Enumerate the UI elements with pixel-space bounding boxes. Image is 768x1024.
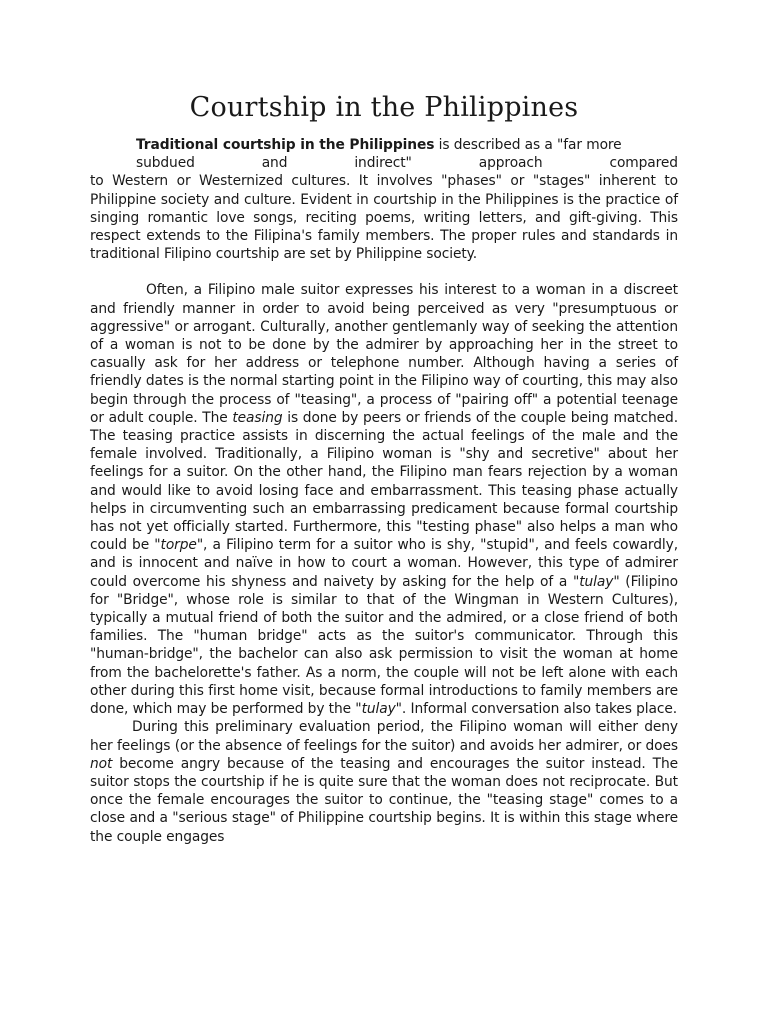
lead-bold: Traditional courtship in the Philippines xyxy=(136,137,435,153)
page-title: Courtship in the Philippines xyxy=(189,92,579,123)
paragraph-2: Often, a Filipino male suitor expresses his interest to a woman in a discreet and friendly manner in order to avoid being perceived as very "presumptuous or aggressive" or arrogant. Culturally, another gentlemanly way of seeking the attention of a woman is not to be done by the admirer by approaching her in the street to casually ask for her address or telephone number. Although having a series of friendly dates is the normal starting point in the Filipino way of courting, this may also begin through the process of "teasing", a process of "pairing off" a potential teenage or adult couple. The teasing is done by peers or friends of the couple being matched. The teasing practice assists in discerning the actual feelings of the male and the female involved. Traditionally, a Filipino woman is "shy and secretive" about her feelings for a suitor. On the other hand, the Filipino man fears rejection by a woman and would like to avoid losing face and embarrassment. This teasing phase actually helps in circumventing such an embarrassing predicament because formal courtship has not yet officially started. Furthermore, this "testing phase" also helps a man who could be "torpe", a Filipino term for a suitor who is shy, "stupid", and feels cowardly, and is innocent and naïve in how to court a woman. However, this type of admirer could overcome his shyness and naivety by asking for the help of a "tulay" (Filipino for "Bridge", whose role is similar to that of the Wingman in Western Cultures), typically a mutual friend of both the suitor and the admired, or a close friend of both families. The "human bridge" acts as the suitor's communicator. Through this "human-bridge", the bachelor can also ask permission to visit the woman at home from the bachelorette's father. As a norm, the couple will not be left alone with each other during this first home visit, because formal introductions to family members are done, which may be performed by the "tulay". Informal conversation also takes place. xyxy=(90,282,679,718)
document-body xyxy=(90,136,678,846)
paragraph-1: Traditional courtship in the Philippines is described as a "far more subdued and indirect" approach compared to Western or Westernized cultures. It involves "phases" or "stages" inherent to Philippine society and culture. Evident in courtship in the Philippines is the practice of singing romantic love songs, reciting poems, writing letters, and gift-giving. This respect extends to the Filipina's family members. The proper rules and standards in traditional Filipino courtship are set by Philippine society. xyxy=(90,137,678,263)
spaced-line: subdued and indirect" approach compared xyxy=(136,155,678,172)
paragraph-3: During this preliminary evaluation period, the Filipino woman will either deny her feelings (or the absence of feelings for the suitor) and avoids her admirer, or does not become angry because of the teasing and encourages the suitor instead. The suitor stops the courtship if he is quite sure that the woman does not reciprocate. But once the female encourages the suitor to continue, the "teasing stage" comes to a close and a "serious stage" of Philippine courtship begins. It is within this stage where the couple engages xyxy=(90,719,678,845)
